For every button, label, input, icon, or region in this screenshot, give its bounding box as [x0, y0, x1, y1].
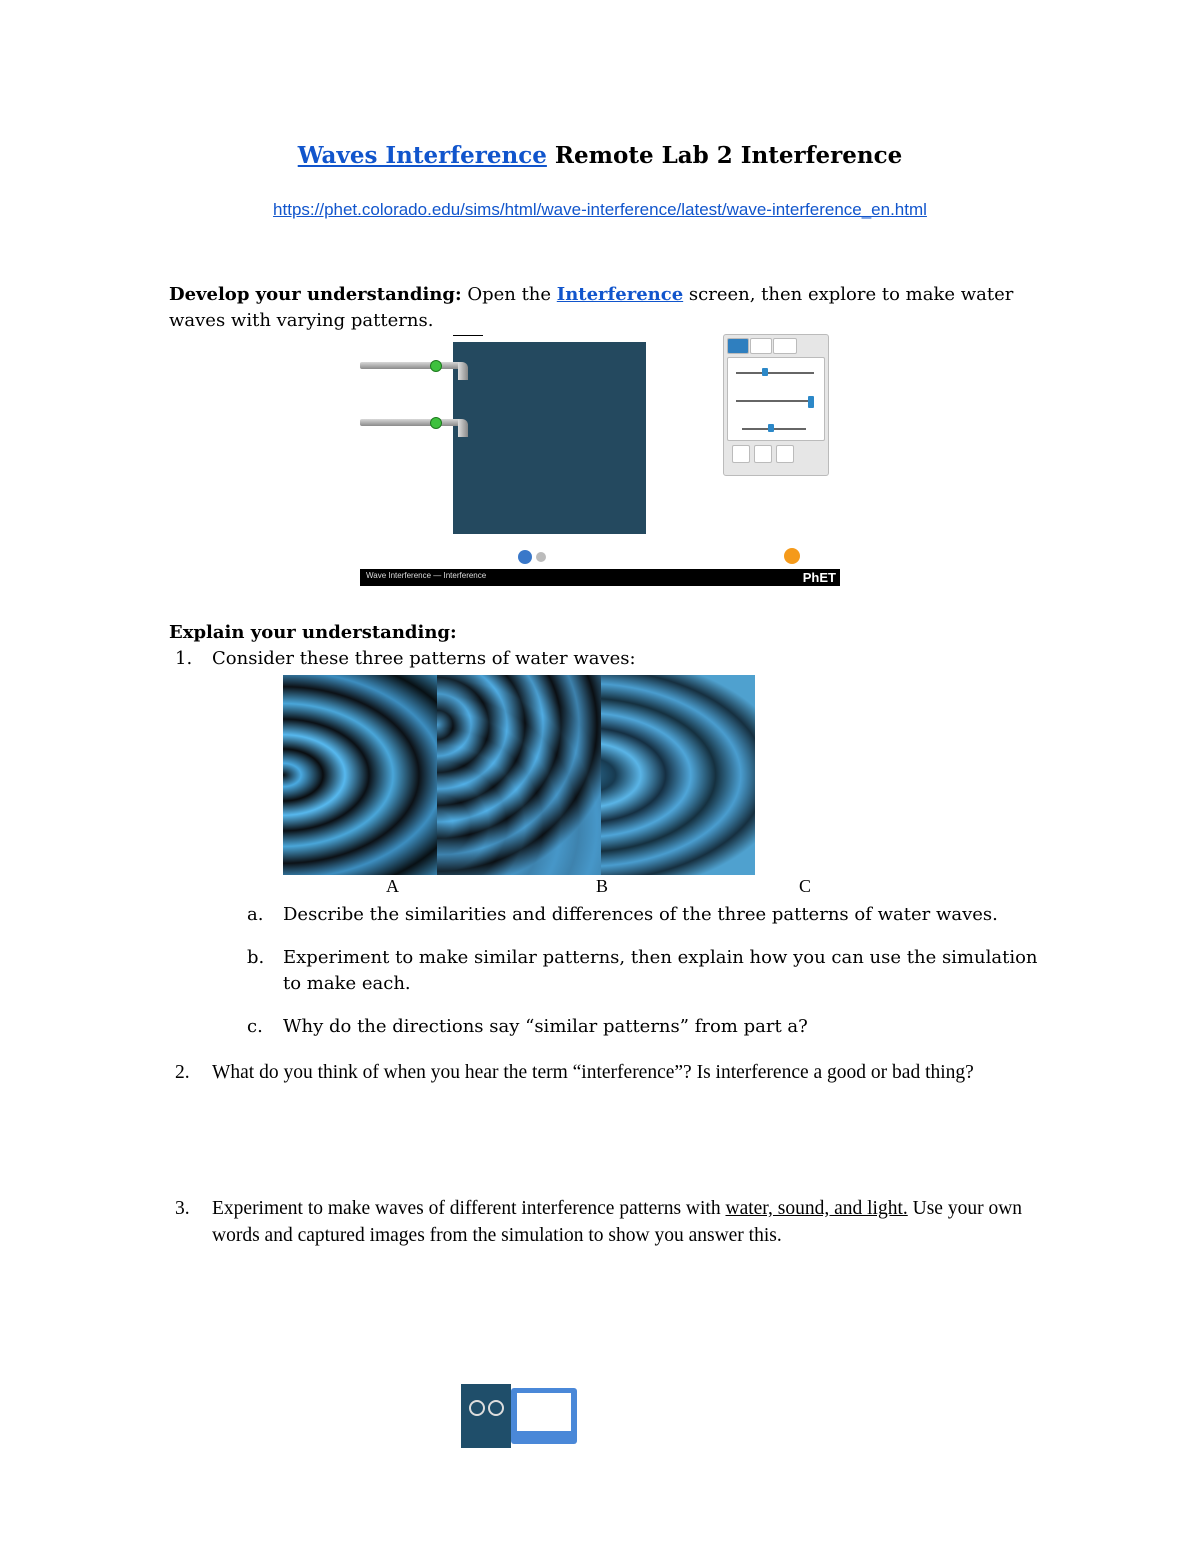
separation-slider-knob[interactable]	[768, 424, 774, 432]
one-source-icon[interactable]	[732, 445, 750, 463]
question-3-underlined: water, sound, and light.	[725, 1198, 908, 1219]
amplitude-slider-track	[736, 400, 814, 402]
settings-box	[727, 357, 825, 441]
faucet-valve-top[interactable]	[430, 360, 442, 372]
faucet-spout-top	[458, 362, 468, 380]
faucet-pipe-bottom	[360, 419, 460, 426]
question-2-number: 2.	[175, 1062, 190, 1083]
simulation-url	[0, 200, 1200, 220]
wave-pattern-a-image	[283, 675, 437, 875]
pattern-label-b: B	[596, 876, 609, 896]
navigation-bar-title: Wave Interference — Interference	[366, 571, 487, 580]
frequency-slider-track	[736, 372, 814, 374]
control-panel	[723, 334, 829, 476]
scale-indicator	[453, 335, 483, 336]
reset-button[interactable]	[784, 548, 800, 564]
question-2-text: What do you think of when you hear the term “interference”? Is interference a good or bad thing?	[212, 1062, 974, 1083]
question-1-text: Consider these three patterns of water waves:	[212, 648, 636, 669]
frequency-slider-knob[interactable]	[762, 368, 768, 376]
question-3-text	[212, 1195, 1052, 1249]
pause-button[interactable]	[518, 550, 532, 564]
pattern-label-c: C	[799, 876, 812, 896]
question-3-number: 3.	[175, 1198, 190, 1219]
faucet-pipe-top	[360, 362, 460, 369]
simulation-url-link[interactable]: https://phet.colorado.edu/sims/html/wave-interference/latest/wave-interference_en.html	[273, 200, 927, 219]
simulation-thumbnail	[461, 1384, 577, 1448]
sensor-icon-left	[469, 1400, 485, 1416]
two-source-icon[interactable]	[754, 445, 772, 463]
subquestion-c-text: Why do the directions say “similar patterns” from part a?	[283, 1016, 808, 1037]
question-1-number: 1.	[175, 648, 193, 669]
light-scene-icon[interactable]	[773, 338, 797, 354]
interference-link[interactable]: Interference	[556, 284, 684, 305]
subquestion-b-letter: b.	[247, 947, 265, 968]
develop-heading: Develop your understanding:	[169, 284, 462, 305]
waves-interference-link[interactable]: Waves Interference	[297, 142, 547, 169]
plane-wave-icon[interactable]	[776, 445, 794, 463]
faucet-spout-bottom	[458, 419, 468, 437]
develop-text-1: Open the	[461, 284, 557, 305]
title-rest: Remote Lab 2 Interference	[546, 142, 903, 169]
thumbnail-graph-area	[517, 1393, 571, 1431]
subquestion-a-letter: a.	[247, 904, 264, 925]
faucet-valve-bottom[interactable]	[430, 417, 442, 429]
develop-paragraph	[169, 282, 1069, 334]
subquestion-b-text: Experiment to make similar patterns, then explain how you can use the simulation to make each.	[283, 947, 1038, 994]
question-3-text-end: Use your own words and captured images from the simulation to show you answer this.	[212, 1198, 1023, 1246]
separation-slider-track	[742, 428, 806, 430]
wave-pattern-b-image	[437, 675, 601, 875]
sensor-icon-right	[488, 1400, 504, 1416]
develop-text-2: screen, then explore to make water waves with varying patterns.	[169, 284, 1014, 331]
water-scene-icon[interactable]	[727, 338, 749, 354]
subquestion-a-text: Describe the similarities and differences of the three patterns of water waves.	[283, 904, 998, 925]
wave-pattern-c-image	[601, 675, 755, 875]
explain-heading: Explain your understanding:	[169, 622, 457, 643]
thumbnail-graph-panel	[511, 1388, 577, 1444]
navigation-bar	[360, 569, 840, 586]
step-button[interactable]	[536, 552, 546, 562]
amplitude-slider-knob[interactable]	[808, 396, 814, 408]
pattern-label-a: A	[386, 876, 399, 896]
thumbnail-water-panel	[461, 1384, 511, 1448]
subquestion-c-letter: c.	[247, 1016, 263, 1037]
simulation-screenshot	[360, 332, 840, 586]
water-tank	[453, 342, 646, 534]
sound-scene-icon[interactable]	[750, 338, 772, 354]
question-3-text-start: Experiment to make waves of different interference patterns with	[212, 1198, 726, 1219]
phet-logo[interactable]: PhET	[802, 570, 836, 585]
page-title	[0, 142, 1200, 169]
